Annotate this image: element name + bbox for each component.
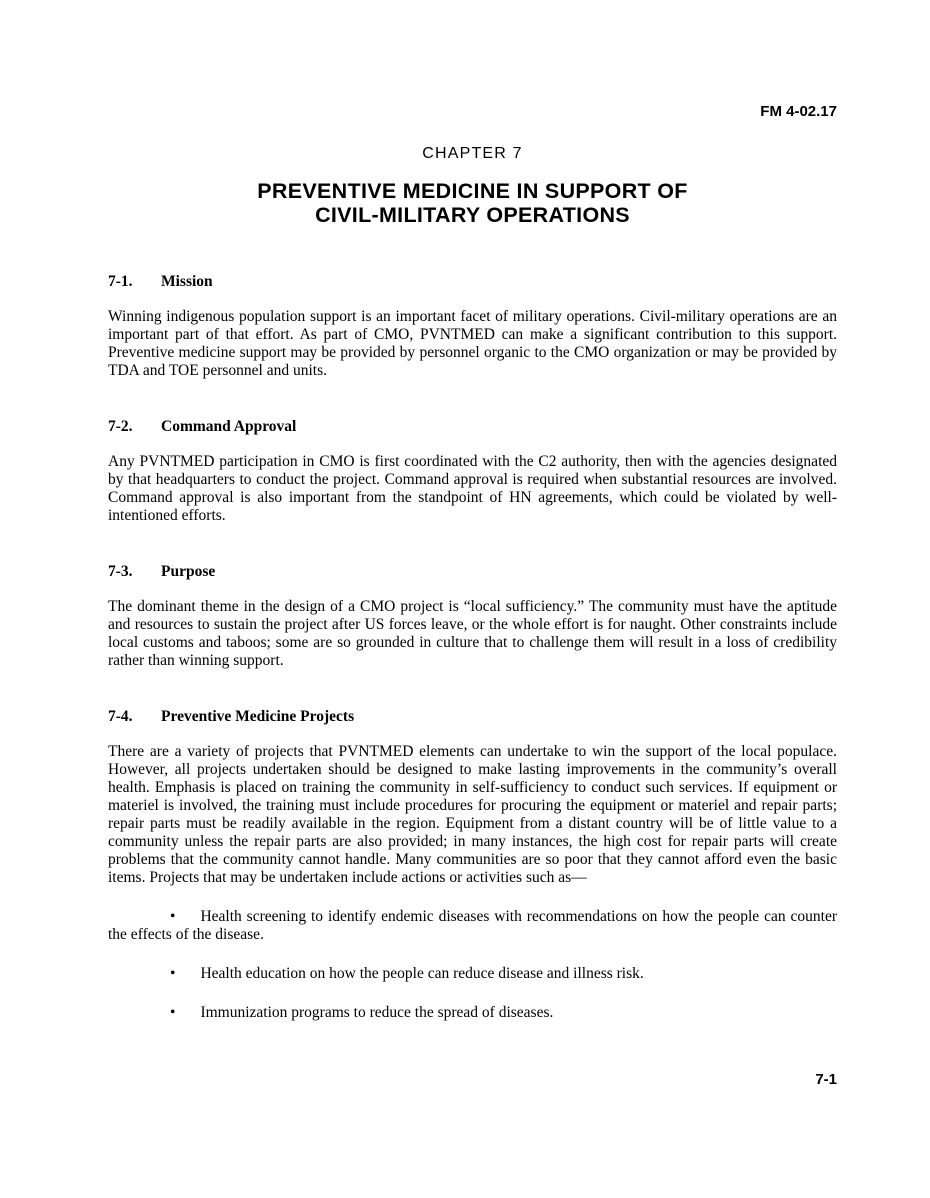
section-number: 7-3. [108, 563, 133, 580]
section-heading [108, 273, 837, 291]
section-pvntmed-projects [108, 708, 837, 887]
bullet-icon: • [170, 965, 176, 982]
section-heading [108, 418, 837, 436]
section-title: Command Approval [161, 418, 297, 435]
bullet-icon: • [170, 908, 176, 925]
list-item-text: Immunization programs to reduce the spread of diseases. [200, 1004, 554, 1021]
section-command-approval [108, 418, 837, 525]
section-purpose [108, 563, 837, 670]
section-title: Mission [161, 273, 213, 290]
section-number: 7-4. [108, 708, 133, 725]
list-item [108, 965, 837, 983]
bullet-icon: • [170, 1004, 176, 1021]
page-title-line2: CIVIL-MILITARY OPERATIONS [315, 203, 630, 227]
section-body: Winning indigenous population support is an important facet of military operations. Civil-military operations are an important part of that effort. As part of CMO, PVNTMED can make a significant contribution to this support. Preventive medicine support may be provided by personnel organic to the CMO organization or may be provided by TDA and TOE personnel and units. [108, 308, 837, 379]
list-item-text: Health education on how the people can reduce disease and illness risk. [200, 965, 644, 982]
section-title: Preventive Medicine Projects [161, 708, 355, 725]
bullet-list [108, 908, 837, 1022]
section-title: Purpose [161, 563, 216, 580]
doc-number: FM 4-02.17 [760, 103, 837, 120]
section-body: There are a variety of projects that PVNTMED elements can undertake to win the support of the local populace. However, all projects undertaken should be designed to make lasting improvements in the community’s overall health. Emphasis is placed on training the community in self-sufficiency to conduct such services. If equipment or materiel is involved, the training must include procedures for procuring the equipment or materiel and repair parts; repair parts must be readily available in the region. Equipment from a distant country will be of little value to a community unless the repair parts are also provided; in many instances, the high cost for repair parts will create problems that the community cannot handle. Many communities are so poor that they cannot afford even the basic items. Projects that may be undertaken include actions or activities such as— [108, 743, 837, 886]
section-number: 7-1. [108, 273, 133, 290]
section-mission [108, 273, 837, 380]
page-title-line1: PREVENTIVE MEDICINE IN SUPPORT OF [257, 179, 688, 203]
list-item-text: Health screening to identify endemic diseases with recommendations on how the people can counter the effects of the disease. [108, 908, 837, 943]
section-body: The dominant theme in the design of a CMO project is “local sufficiency.” The community must have the aptitude and resources to sustain the project after US forces leave, or the whole effort is for naught. Other constraints include local customs and taboos; some are so grounded in culture that to challenge them will result in a loss of credibility rather than winning support. [108, 598, 837, 669]
section-number: 7-2. [108, 418, 133, 435]
page-number: 7-1 [815, 1071, 837, 1088]
section-heading [108, 563, 837, 581]
page-title [108, 179, 837, 227]
section-heading [108, 708, 837, 726]
list-item [108, 1004, 837, 1022]
chapter-label: CHAPTER 7 [422, 145, 523, 162]
list-item [108, 908, 837, 944]
section-body: Any PVNTMED participation in CMO is first coordinated with the C2 authority, then with the agencies designated by that headquarters to conduct the project. Command approval is required when substantial resources are involved. Command approval is also important from the standpoint of HN agreements, which could be violated by well-intentioned efforts. [108, 453, 837, 524]
